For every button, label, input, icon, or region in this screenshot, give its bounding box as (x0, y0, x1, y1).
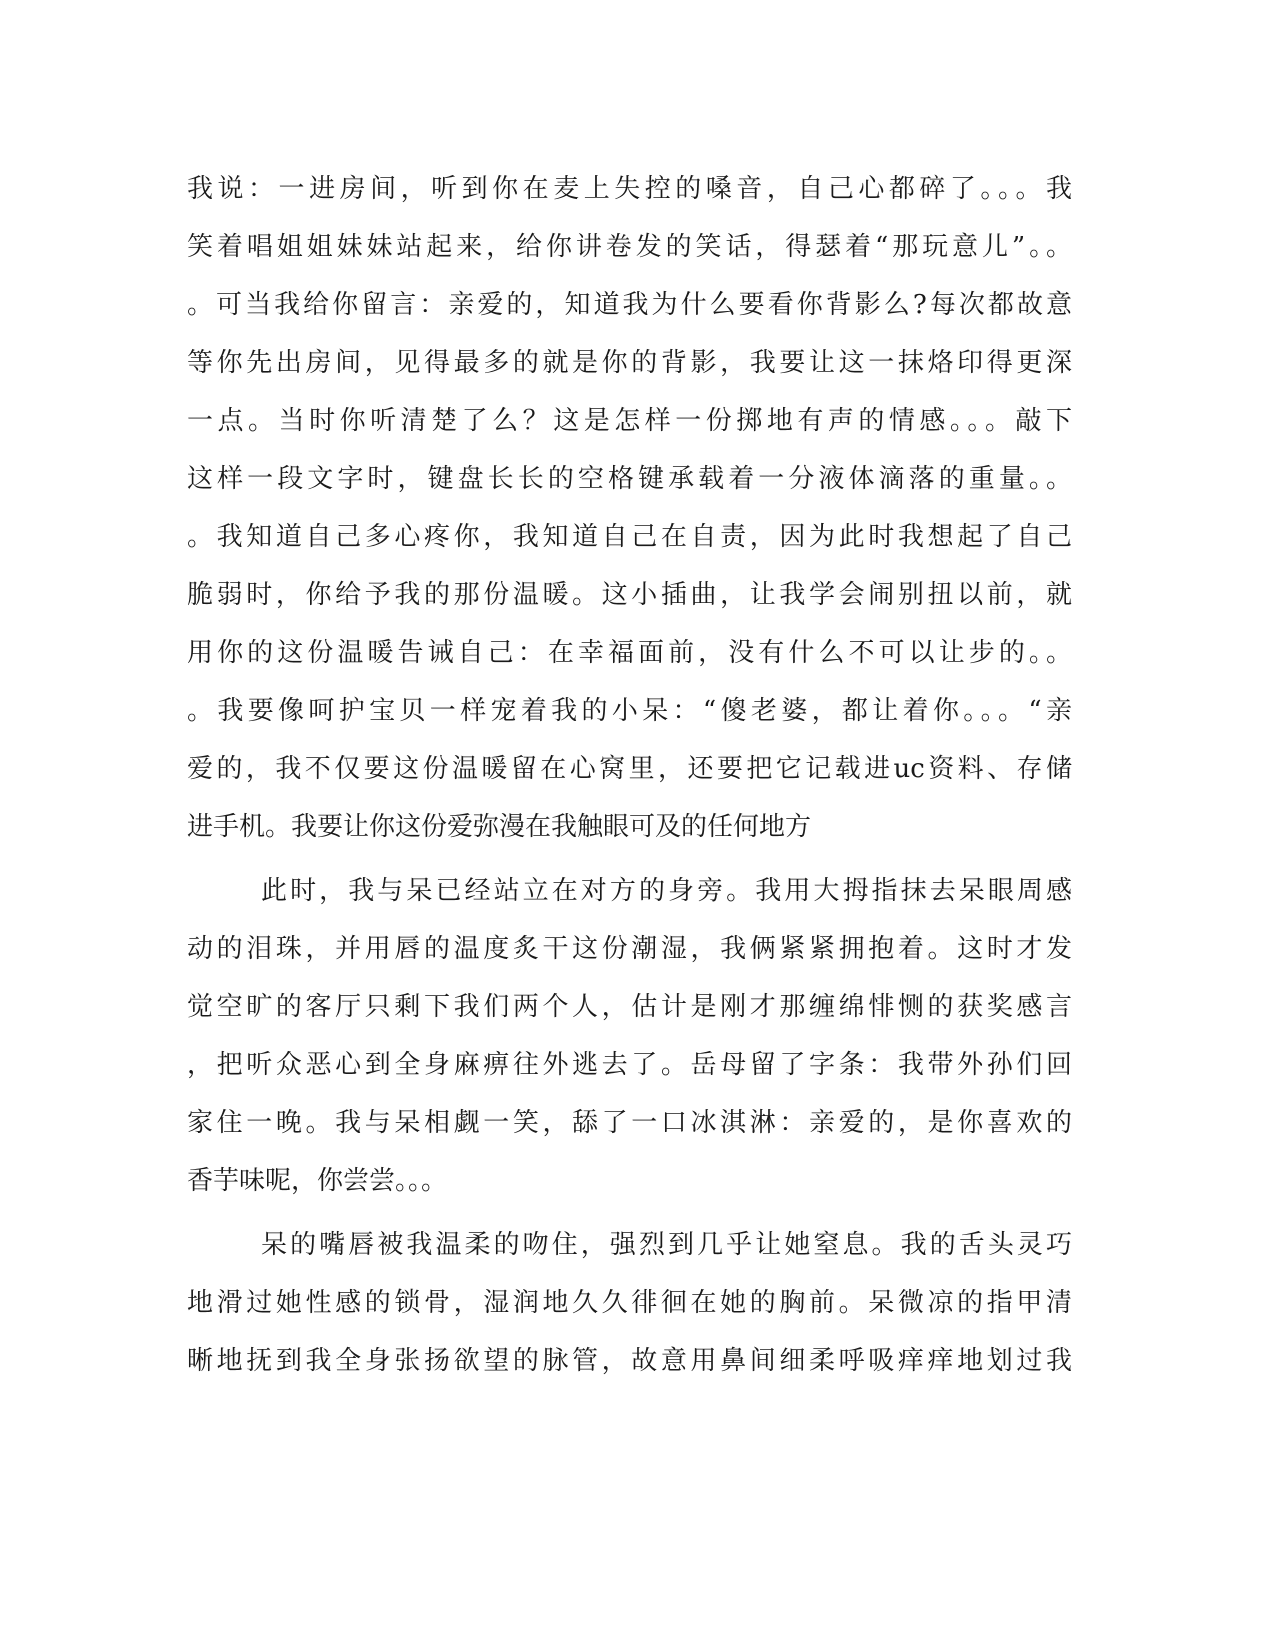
document-body (187, 160, 1072, 1390)
text-line: 。我要像呵护宝贝一样宠着我的小呆：“傻老婆，都让着你。。。“亲 (187, 696, 1072, 726)
text-line: 地滑过她性感的锁骨，湿润地久久徘徊在她的胸前。呆微凉的指甲清 (187, 1288, 1072, 1318)
text-line: 。可当我给你留言：亲爱的，知道我为什么要看你背影么?每次都故意 (187, 290, 1072, 320)
text-line: 用你的这份温暖告诫自己：在幸福面前，没有什么不可以让步的。。 (187, 638, 1072, 668)
text-line: 这样一段文字时，键盘长长的空格键承载着一分液体滴落的重量。。 (187, 464, 1072, 494)
paragraph-3 (187, 1216, 1072, 1390)
text-line: 等你先出房间，见得最多的就是你的背影，我要让这一抹烙印得更深 (187, 348, 1072, 378)
text-line: 家住一晚。我与呆相觑一笑，舔了一口冰淇淋：亲爱的，是你喜欢的 (187, 1108, 1072, 1138)
paragraph-1 (187, 160, 1072, 856)
text-line: 晰地抚到我全身张扬欲望的脉管，故意用鼻间细柔呼吸痒痒地划过我 (187, 1346, 1072, 1376)
text-line: 爱的，我不仅要这份温暖留在心窝里，还要把它记载进uc资料、存储 (187, 754, 1072, 784)
text-line: ，把听众恶心到全身麻痹往外逃去了。岳母留了字条：我带外孙们回 (187, 1050, 1072, 1080)
text-line: 脆弱时，你给予我的那份温暖。这小插曲，让我学会闹别扭以前，就 (187, 580, 1072, 610)
text-line: 。我知道自己多心疼你，我知道自己在自责，因为此时我想起了自己 (187, 522, 1072, 552)
text-line: 笑着唱姐姐妹妹站起来，给你讲卷发的笑话，得瑟着“那玩意儿”。。 (187, 232, 1072, 262)
text-line: 觉空旷的客厅只剩下我们两个人，估计是刚才那缠绵悱恻的获奖感言 (187, 992, 1072, 1022)
text-line: 呆的嘴唇被我温柔的吻住，强烈到几乎让她窒息。我的舌头灵巧 (261, 1230, 1072, 1260)
text-line: 我说：一进房间，听到你在麦上失控的嗓音，自己心都碎了。。。我 (187, 174, 1072, 204)
text-line: 香芋味呢，你尝尝。。。 (187, 1166, 448, 1196)
paragraph-2 (187, 862, 1072, 1210)
text-line: 进手机。我要让你这份爱弥漫在我触眼可及的任何地方 (187, 812, 812, 842)
text-line: 动的泪珠，并用唇的温度炙干这份潮湿，我俩紧紧拥抱着。这时才发 (187, 934, 1072, 964)
text-line: 此时，我与呆已经站立在对方的身旁。我用大拇指抹去呆眼周感 (261, 876, 1072, 906)
text-line: 一点。当时你听清楚了么？这是怎样一份掷地有声的情感。。。敲下 (187, 406, 1072, 436)
